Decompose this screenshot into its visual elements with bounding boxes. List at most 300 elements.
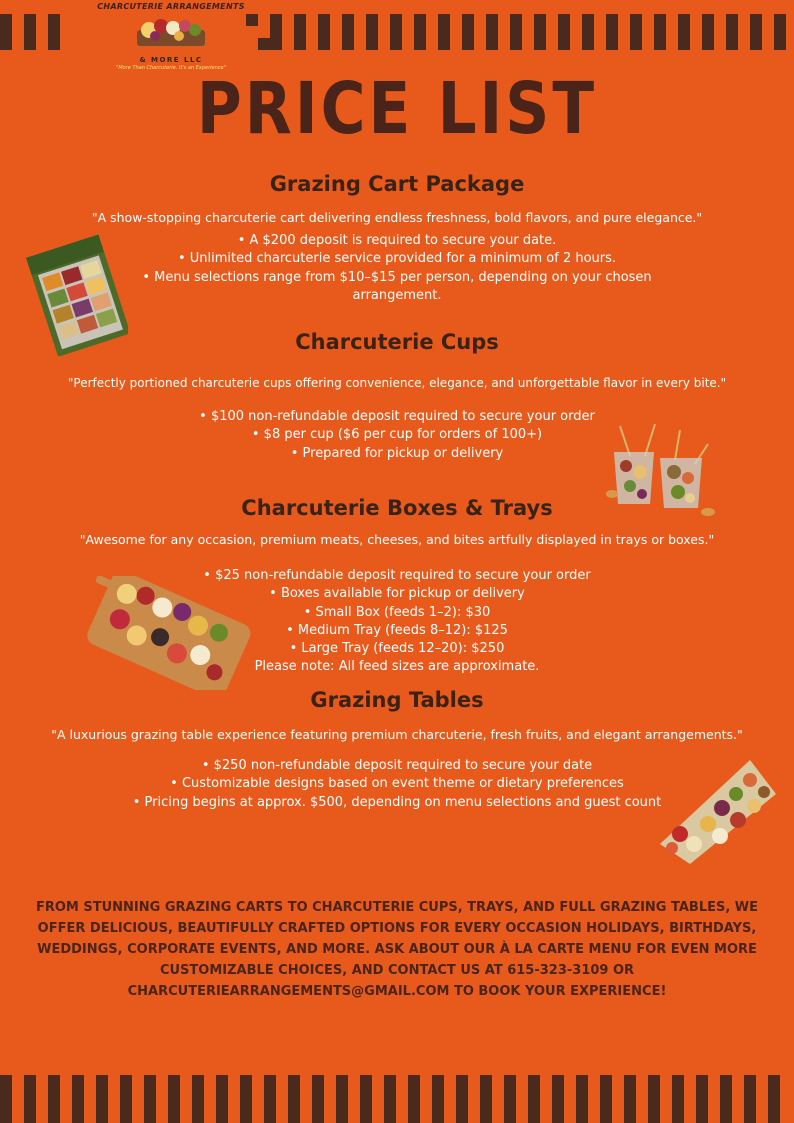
checker-square [468, 1111, 480, 1123]
checker-square [606, 14, 618, 26]
section-quote-charcuterie-cups: "Perfectly portioned charcuterie cups offering convenience, elegance, and unforgettable flavor in every bite." [67, 376, 727, 390]
checker-square [276, 1111, 288, 1123]
checker-square [666, 38, 678, 50]
checker-square [768, 1087, 780, 1099]
checker-square [648, 1099, 660, 1111]
section-bullets-grazing-cart [100, 232, 694, 305]
checker-square [450, 14, 462, 26]
bullet-note: Please note: All feed sizes are approximate. [254, 659, 540, 675]
checker-square [264, 1075, 276, 1087]
checker-square [606, 26, 618, 38]
checker-square [348, 1075, 360, 1087]
checker-square [756, 1087, 768, 1099]
checker-square [774, 14, 786, 26]
checker-square [0, 1099, 12, 1111]
checker-square [600, 1099, 612, 1111]
checker-square [570, 38, 582, 50]
checker-square [36, 1087, 48, 1099]
checker-square [360, 1075, 372, 1087]
bullet-item: • $100 non-refundable deposit required to secure your order [199, 409, 595, 424]
checker-square [618, 26, 630, 38]
checker-square [498, 38, 510, 50]
checker-square [672, 1099, 684, 1111]
checker-square [240, 1075, 252, 1087]
checker-square [450, 38, 462, 50]
checker-square [318, 38, 330, 50]
checker-square [594, 38, 606, 50]
checker-square [642, 14, 654, 26]
checker-square [426, 38, 438, 50]
checker-square [690, 26, 702, 38]
checker-square [216, 1111, 228, 1123]
checker-square [48, 26, 60, 38]
checker-square [390, 26, 402, 38]
checker-square [312, 1087, 324, 1099]
checker-square [24, 38, 36, 50]
checker-square [288, 1087, 300, 1099]
checker-square [654, 14, 666, 26]
checker-square [324, 1075, 336, 1087]
checker-square [660, 1111, 672, 1123]
checker-square [180, 1111, 192, 1123]
bullet-item: • Pricing begins at approx. $500, depending on menu selections and guest count [132, 794, 662, 810]
checker-square [750, 14, 762, 26]
checker-square [576, 1099, 588, 1111]
checker-square [168, 1087, 180, 1099]
checker-square [480, 1087, 492, 1099]
checker-square [552, 1111, 564, 1123]
checker-square [24, 1075, 36, 1087]
checker-square [0, 1075, 12, 1087]
checker-square [330, 38, 342, 50]
checker-square [300, 1087, 312, 1099]
checker-square [726, 14, 738, 26]
checker-square [324, 1099, 336, 1111]
checker-square [624, 1087, 636, 1099]
checker-square [432, 1111, 444, 1123]
checker-square [204, 1099, 216, 1111]
checker-square [558, 26, 570, 38]
checker-square [570, 26, 582, 38]
checker-square [72, 1075, 84, 1087]
checker-square [636, 1087, 648, 1099]
checker-square [690, 14, 702, 26]
checker-border-top-right [246, 14, 794, 50]
checker-square [444, 1075, 456, 1087]
checker-square [258, 26, 270, 38]
checker-square [678, 26, 690, 38]
checker-square [108, 1099, 120, 1111]
checker-square [474, 26, 486, 38]
checker-square [156, 1075, 168, 1087]
checker-square [84, 1087, 96, 1099]
checker-square [546, 38, 558, 50]
checker-square [510, 14, 522, 26]
checker-square [108, 1111, 120, 1123]
checker-square [282, 14, 294, 26]
checker-square [84, 1111, 96, 1123]
checker-square [696, 1075, 708, 1087]
checker-square [36, 1099, 48, 1111]
checker-square [624, 1111, 636, 1123]
checker-square [486, 38, 498, 50]
checker-square [0, 38, 12, 50]
checker-square [528, 1099, 540, 1111]
checker-square [144, 1111, 156, 1123]
checker-square [0, 14, 12, 26]
checker-square [522, 14, 534, 26]
section-quote-boxes-trays: "Awesome for any occasion, premium meats, cheeses, and bites artfully displayed in trays or boxes." [79, 532, 715, 547]
checker-square [336, 1087, 348, 1099]
checker-square [336, 1111, 348, 1123]
checker-square [648, 1075, 660, 1087]
checker-square [378, 14, 390, 26]
checker-square [732, 1099, 744, 1111]
checker-square [744, 1075, 756, 1087]
checker-square [684, 1099, 696, 1111]
checker-square [384, 1075, 396, 1087]
bullet-item: • Prepared for pickup or delivery [290, 445, 504, 461]
checker-square [492, 1075, 504, 1087]
checker-square [390, 14, 402, 26]
checker-square [216, 1075, 228, 1087]
checker-square [492, 1111, 504, 1123]
checker-square [276, 1087, 288, 1099]
checker-square [306, 38, 318, 50]
checker-square [492, 1087, 504, 1099]
checker-square [24, 26, 36, 38]
checker-square [240, 1099, 252, 1111]
checker-square [204, 1075, 216, 1087]
checker-square [36, 14, 48, 26]
checker-square [504, 1087, 516, 1099]
grazing-table-photo [650, 754, 782, 866]
checker-square [462, 38, 474, 50]
checker-square [654, 26, 666, 38]
checker-square [60, 38, 72, 50]
checker-square [360, 1099, 372, 1111]
checker-square [642, 26, 654, 38]
checker-square [408, 1099, 420, 1111]
charcuterie-tray-photo [74, 576, 252, 690]
checker-square [468, 1075, 480, 1087]
checker-square [516, 1099, 528, 1111]
checker-square [756, 1099, 768, 1111]
checker-square [600, 1111, 612, 1123]
checker-square [276, 1075, 288, 1087]
checker-square [366, 14, 378, 26]
checker-square [216, 1087, 228, 1099]
section-title-grazing-tables: Grazing Tables [310, 688, 484, 712]
checker-square [324, 1087, 336, 1099]
checker-square [108, 1087, 120, 1099]
footer-message: FROM STUNNING GRAZING CARTS TO CHARCUTERIE CUPS, TRAYS, AND FULL GRAZING TABLES, WE OFFER DELICIOUS, BEAUTIFULLY CRAFTED OPTIONS FOR EVERY OCCASION HOLIDAYS, BIRTHDAYS, WEDDINGS, CORPORATE EVENTS, AND MORE. ASK ABOUT OUR À LA CARTE MENU FOR EVEN MORE CUSTOMIZABLE CHOICES, AND CONTACT US AT 615-323-3109 OR CHARCUTERIEARRANGEMENTS@GMAIL.COM TO BOOK YOUR EXPERIENCE! [35, 900, 759, 999]
checker-square [684, 1111, 696, 1123]
checker-square [726, 38, 738, 50]
checker-square [516, 1087, 528, 1099]
checker-square [654, 38, 666, 50]
checker-square [282, 26, 294, 38]
checker-square [690, 38, 702, 50]
checker-square [714, 26, 726, 38]
checker-square [414, 38, 426, 50]
checker-square [684, 1087, 696, 1099]
checker-square [414, 14, 426, 26]
checker-square [132, 1099, 144, 1111]
checker-square [366, 38, 378, 50]
checker-square [444, 1099, 456, 1111]
checker-square [612, 1075, 624, 1087]
checker-square [462, 26, 474, 38]
checker-square [342, 14, 354, 26]
checker-square [312, 1111, 324, 1123]
checker-square [708, 1111, 720, 1123]
checker-square [450, 26, 462, 38]
checker-square [132, 1087, 144, 1099]
checker-square [600, 1075, 612, 1087]
charcuterie-board-logo-icon [135, 14, 207, 48]
checker-square [60, 1075, 72, 1087]
checker-square [342, 26, 354, 38]
checker-square [348, 1099, 360, 1111]
checker-square [228, 1099, 240, 1111]
checker-square [486, 26, 498, 38]
checker-square [252, 1099, 264, 1111]
checker-square [612, 1111, 624, 1123]
checker-square [666, 26, 678, 38]
checker-square [444, 1087, 456, 1099]
checker-square [270, 38, 282, 50]
checker-square [672, 1087, 684, 1099]
checker-square [738, 26, 750, 38]
checker-square [744, 1087, 756, 1099]
checker-square [240, 1087, 252, 1099]
bullet-item: • Large Tray (feeds 12–20): $250 [289, 641, 505, 657]
checker-square [564, 1075, 576, 1087]
checker-square [384, 1111, 396, 1123]
checker-square [432, 1099, 444, 1111]
checker-square [306, 14, 318, 26]
checker-square [48, 1099, 60, 1111]
checker-square [12, 26, 24, 38]
checker-square [414, 26, 426, 38]
checker-square [636, 1075, 648, 1087]
checker-square [648, 1111, 660, 1123]
checker-square [564, 1111, 576, 1123]
checker-square [474, 38, 486, 50]
checker-square [246, 14, 258, 26]
section-quote-grazing-cart: "A show-stopping charcuterie cart delivering endless freshness, bold flavors, and pure elegance." [91, 210, 703, 225]
checker-square [72, 1099, 84, 1111]
checker-square [12, 1087, 24, 1099]
checker-square [24, 1099, 36, 1111]
checker-square [762, 26, 774, 38]
checker-square [330, 26, 342, 38]
checker-square [60, 14, 72, 26]
checker-square [558, 14, 570, 26]
bullet-item: • Menu selections range from $10–$15 per person, depending on your chosen [142, 269, 652, 285]
checker-square [552, 1075, 564, 1087]
checker-square [48, 1075, 60, 1087]
checker-square [624, 1099, 636, 1111]
checker-square [264, 1099, 276, 1111]
checker-square [324, 1111, 336, 1123]
checker-square [540, 1099, 552, 1111]
checker-square [570, 14, 582, 26]
checker-square [84, 1099, 96, 1111]
checker-square [372, 1099, 384, 1111]
section-quote-grazing-tables: "A luxurious grazing table experience featuring premium charcuterie, fresh fruits, and elegant arrangements." [51, 727, 743, 742]
checker-square [384, 1099, 396, 1111]
checker-square [660, 1099, 672, 1111]
checker-square [276, 1099, 288, 1111]
checker-square [504, 1099, 516, 1111]
checker-square [144, 1099, 156, 1111]
checker-square [288, 1099, 300, 1111]
checker-square [132, 1111, 144, 1123]
checker-square [576, 1111, 588, 1123]
checker-square [528, 1087, 540, 1099]
checker-square [228, 1075, 240, 1087]
checker-square [264, 1111, 276, 1123]
checker-square [36, 26, 48, 38]
checker-square [708, 1075, 720, 1087]
checker-square [708, 1099, 720, 1111]
checker-square [768, 1075, 780, 1087]
checker-square [330, 14, 342, 26]
checker-square [378, 26, 390, 38]
checker-square [774, 26, 786, 38]
checker-square [552, 1099, 564, 1111]
checker-square [696, 1099, 708, 1111]
checker-square [720, 1075, 732, 1087]
checker-square [408, 1111, 420, 1123]
checker-square [96, 1099, 108, 1111]
checker-square [402, 38, 414, 50]
checker-square [702, 26, 714, 38]
checker-square [744, 1111, 756, 1123]
checker-square [420, 1111, 432, 1123]
checker-square [24, 1087, 36, 1099]
checker-square [348, 1087, 360, 1099]
checker-square [630, 14, 642, 26]
checker-square [426, 14, 438, 26]
checker-square [144, 1087, 156, 1099]
checker-square [480, 1075, 492, 1087]
checker-square [240, 1111, 252, 1123]
bullet-item: arrangement. [352, 287, 442, 303]
checker-square [564, 1099, 576, 1111]
checker-square [702, 14, 714, 26]
checker-square [516, 1075, 528, 1087]
checker-square [738, 38, 750, 50]
checker-square [372, 1111, 384, 1123]
checker-square [180, 1099, 192, 1111]
checker-square [582, 38, 594, 50]
checker-square [468, 1099, 480, 1111]
checker-square [588, 1087, 600, 1099]
checker-square [252, 1087, 264, 1099]
checker-square [456, 1099, 468, 1111]
checker-square [270, 26, 282, 38]
checker-square [498, 14, 510, 26]
checker-square [282, 38, 294, 50]
checker-square [396, 1075, 408, 1087]
checker-square [354, 14, 366, 26]
checker-square [12, 1099, 24, 1111]
checker-square [108, 1075, 120, 1087]
checker-square [12, 1075, 24, 1087]
checker-square [732, 1075, 744, 1087]
section-bullets-charcuterie-cups [150, 408, 644, 463]
checker-square [456, 1087, 468, 1099]
checker-square [546, 26, 558, 38]
checker-border-bottom [0, 1075, 794, 1123]
checker-square [12, 1111, 24, 1123]
checker-square [780, 1099, 792, 1111]
checker-square [72, 1111, 84, 1123]
checker-square [564, 1087, 576, 1099]
checker-square [84, 1075, 96, 1087]
checker-square [96, 1087, 108, 1099]
checker-square [354, 26, 366, 38]
checker-square [396, 1111, 408, 1123]
checker-square [672, 1111, 684, 1123]
checker-square [732, 1087, 744, 1099]
checker-square [360, 1111, 372, 1123]
checker-square [678, 14, 690, 26]
checker-square [408, 1075, 420, 1087]
checker-square [486, 14, 498, 26]
checker-square [12, 14, 24, 26]
checker-square [474, 14, 486, 26]
bullet-item: • Small Box (feeds 1–2): $30 [303, 604, 491, 620]
checker-square [192, 1099, 204, 1111]
checker-square [780, 1087, 792, 1099]
checker-square [0, 26, 12, 38]
checker-square [534, 14, 546, 26]
checker-square [120, 1087, 132, 1099]
checker-square [624, 1075, 636, 1087]
page-title: PRICE LIST [196, 68, 598, 151]
checker-square [540, 1075, 552, 1087]
checker-square [522, 38, 534, 50]
checker-square [318, 14, 330, 26]
checker-square [318, 26, 330, 38]
checker-square [726, 26, 738, 38]
checker-square [252, 1111, 264, 1123]
checker-square [510, 26, 522, 38]
checker-square [636, 1111, 648, 1123]
checker-square [378, 38, 390, 50]
checker-square [72, 1087, 84, 1099]
checker-square [258, 38, 270, 50]
checker-square [516, 1111, 528, 1123]
checker-square [522, 26, 534, 38]
checker-square [36, 1075, 48, 1087]
logo-tagline: "More Than Charcuterie. It's an Experience" [116, 65, 226, 71]
checker-square [420, 1075, 432, 1087]
checker-square [438, 26, 450, 38]
checker-square [300, 1099, 312, 1111]
checker-square [768, 1099, 780, 1111]
checker-square [738, 14, 750, 26]
checker-square [540, 1087, 552, 1099]
checker-square [120, 1075, 132, 1087]
checker-square [552, 1087, 564, 1099]
checker-square [744, 1099, 756, 1111]
bullet-item: • $8 per cup ($6 per cup for orders of 100+) [251, 427, 543, 443]
